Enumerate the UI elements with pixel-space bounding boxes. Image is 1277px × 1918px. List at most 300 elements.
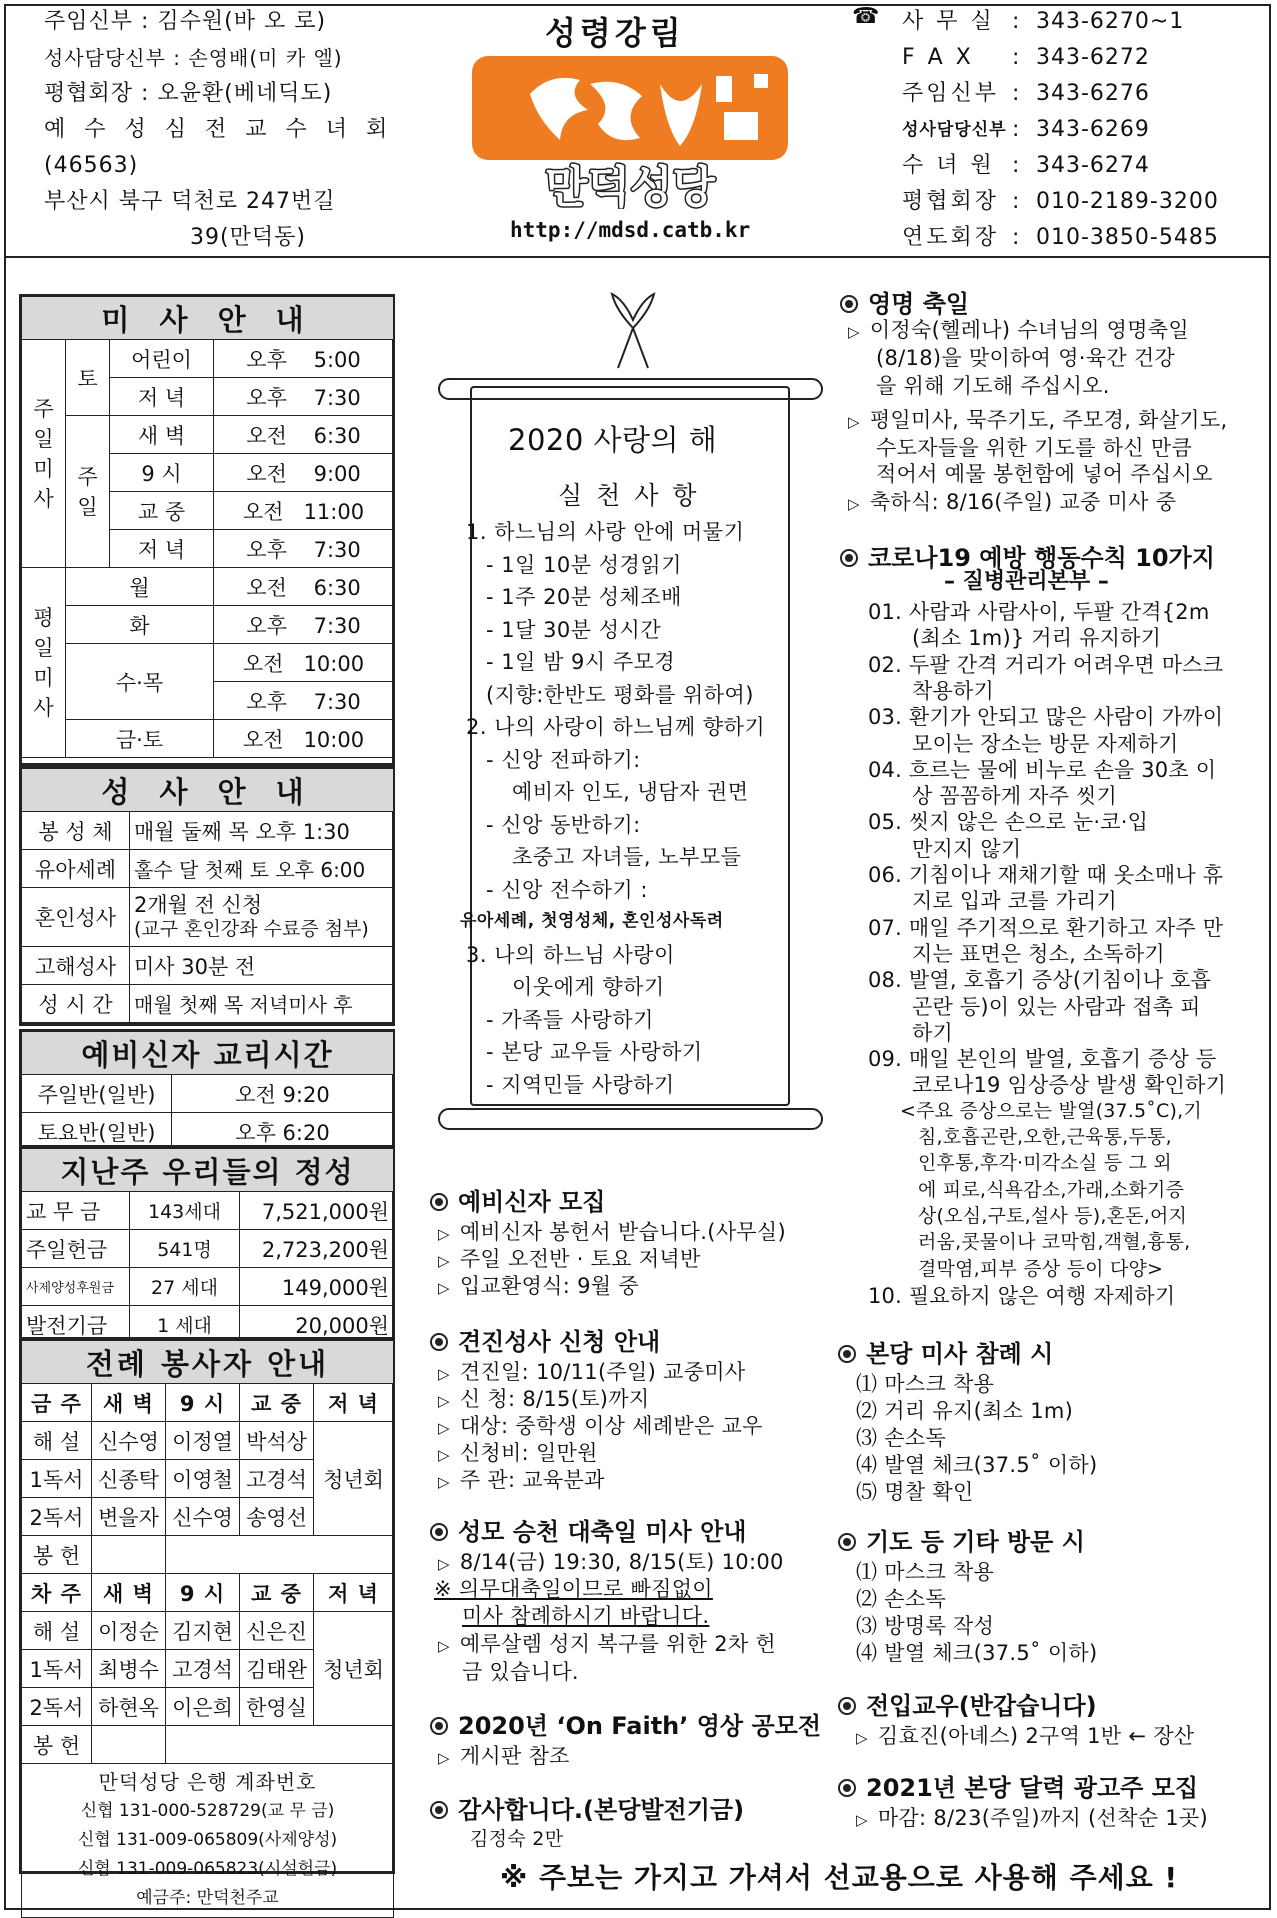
notice-item bbox=[876, 342, 1175, 372]
triangle-icon: ▷ bbox=[438, 1279, 450, 1297]
scroll-title: 2020 사랑의 해 bbox=[508, 423, 718, 457]
notice-title bbox=[430, 1322, 660, 1357]
mass-name: 금·토 bbox=[66, 720, 214, 758]
mass-time: 오후 5:00 bbox=[214, 340, 394, 378]
server-name: 김지현 bbox=[166, 1612, 240, 1650]
notice-item-text: 을 위해 기도해 주십시오. bbox=[876, 374, 1110, 398]
server-name: 이정순 bbox=[92, 1612, 166, 1650]
notice-title-text: 성모 승천 대축일 미사 안내 bbox=[458, 1518, 747, 1546]
server-evening: 청년회 bbox=[314, 1612, 394, 1726]
covid-line: 인후통,후각·미각소실 등 그 외 bbox=[918, 1152, 1172, 1175]
practice-line: 예비자 인도, 냉담자 권면 bbox=[512, 780, 749, 804]
contact-value: 010-2189-3200 bbox=[1036, 189, 1219, 214]
covid-line: 02. 두팔 간격 거리가 어려우면 마스크 bbox=[868, 652, 1224, 677]
server-role: 해 설 bbox=[22, 1612, 92, 1650]
notice-item bbox=[856, 1720, 1194, 1750]
notice-title bbox=[430, 1706, 821, 1741]
scroll-subtitle: 실 천 사 항 bbox=[558, 481, 700, 510]
notice-item-text: 입교환영식: 9월 중 bbox=[459, 1274, 639, 1298]
mass-name: 새 벽 bbox=[110, 416, 214, 454]
notice-item-text: 예루살렘 성지 복구를 위한 2차 헌 bbox=[459, 1632, 776, 1656]
contact-label: 성사담당신부 bbox=[902, 120, 1007, 140]
practice-line: 초중고 자녀들, 노부모들 bbox=[512, 845, 742, 869]
offering-amount: 149,000원 bbox=[240, 1268, 394, 1306]
triangle-icon: ▷ bbox=[438, 1392, 450, 1410]
covid-line: <주요 증상으로는 발열(37.5˚C),기 bbox=[900, 1099, 1202, 1122]
covid-line: 09. 매일 본인의 발열, 호흡기 증상 등 bbox=[868, 1047, 1217, 1072]
notice-item-text: ⑷ 발열 체크(37.5˚ 이하) bbox=[856, 1641, 1098, 1665]
contact-row bbox=[902, 4, 1219, 40]
notice-title-text: 기도 등 기타 방문 시 bbox=[866, 1528, 1085, 1556]
covid-line: 러움,콧물이나 코막힘,객혈,흉통, bbox=[918, 1231, 1191, 1254]
practice-line: 유아세례, 첫영성체, 혼인성사독려 bbox=[460, 911, 724, 931]
practice-line: 3. 나의 하느님 사랑이 bbox=[466, 942, 675, 967]
contact-label: 평협회장 bbox=[902, 189, 1000, 214]
covid-line: 결막염,피부 증상 등이 다양> bbox=[918, 1257, 1164, 1280]
postal-code: (46563) bbox=[44, 153, 139, 178]
class-label: 토요반(일반) bbox=[22, 1113, 172, 1151]
contact-row bbox=[902, 112, 1219, 148]
server-evening: 청년회 bbox=[314, 1422, 394, 1536]
notice-title-text: 2020년 ‘On Faith’ 영상 공모전 bbox=[458, 1712, 822, 1740]
footer-note: ※ 주보는 가지고 가셔서 선교용으로 사용해 주세요 ! bbox=[500, 1861, 1179, 1894]
notice-item-text: 신청비: 일만원 bbox=[459, 1441, 598, 1465]
server-role: 1독서 bbox=[22, 1650, 92, 1688]
mass-name: 9 시 bbox=[110, 454, 214, 492]
parish-url[interactable]: http://mdsd.catb.kr bbox=[510, 218, 751, 242]
notice-item bbox=[438, 1437, 598, 1467]
confessor-line: 성사담당신부 : 손영배(미 카 엘) bbox=[44, 46, 343, 70]
server-role: 2독서 bbox=[22, 1688, 92, 1726]
mass-time: 오후 7:30 bbox=[214, 606, 394, 644]
header-left bbox=[44, 4, 393, 256]
server-name: 이영철 bbox=[166, 1460, 240, 1498]
mass-time: 오전 10:00 bbox=[214, 720, 394, 758]
servers-title: 전례 봉사자 안내 bbox=[22, 1341, 394, 1384]
scroll-rod-bottom bbox=[438, 1108, 823, 1130]
notice-item-text: 대상: 중학생 이상 세례받은 교우 bbox=[459, 1414, 763, 1438]
triangle-icon: ▷ bbox=[856, 1729, 868, 1747]
sacrament-table bbox=[21, 768, 394, 1023]
bullet-icon bbox=[430, 1523, 448, 1541]
mass-name: 화 bbox=[66, 606, 214, 644]
mass-name: 교 중 bbox=[110, 492, 214, 530]
bullet-icon bbox=[430, 1333, 448, 1351]
notice-item bbox=[438, 1356, 745, 1386]
notice-item bbox=[438, 1546, 784, 1576]
servers-header: 교 중 bbox=[240, 1384, 314, 1422]
notice-item-text: 수도자들을 위한 기도를 하신 만큼 bbox=[876, 436, 1193, 460]
table-row bbox=[22, 1536, 394, 1574]
practice-line: - 신앙 전수하기 : bbox=[486, 877, 648, 902]
covid-line: 상(오심,구토,설사 등),혼돈,어지 bbox=[918, 1204, 1188, 1227]
notice-item-text: 신 청: 8/15(토)까지 bbox=[459, 1387, 650, 1411]
practice-line: - 신앙 전파하기: bbox=[486, 747, 641, 772]
triangle-icon: ▷ bbox=[438, 1473, 450, 1491]
contact-colon: : bbox=[1012, 45, 1021, 70]
covid-line: 01. 사람과 사람사이, 두팔 간격{2m bbox=[868, 600, 1210, 624]
notice-item-text: 축하식: 8/16(주일) 교중 미사 중 bbox=[869, 490, 1177, 514]
server-name: 신수영 bbox=[92, 1422, 166, 1460]
contact-value: 343-6276 bbox=[1036, 81, 1150, 106]
contact-colon: : bbox=[1012, 81, 1021, 106]
covid-line: 05. 씻지 않은 손으로 눈·코·입 bbox=[868, 810, 1149, 835]
notice-item bbox=[438, 1383, 649, 1413]
sacrament-value: 홀수 달 첫째 토 오후 6:00 bbox=[130, 850, 394, 888]
sacrament-label: 성 시 간 bbox=[22, 985, 130, 1023]
notice-item-text: 주 관: 교육분과 bbox=[459, 1468, 605, 1492]
notice-item bbox=[438, 1410, 763, 1440]
bullet-icon bbox=[838, 1533, 856, 1551]
sacrament-value: 2개월 전 신청 (교구 혼인강좌 수료증 첨부) bbox=[130, 888, 394, 947]
servers-header: 교 중 bbox=[240, 1574, 314, 1612]
covid-line: 06. 기침이나 재채기할 때 옷소매나 휴 bbox=[868, 863, 1224, 887]
sacrament-value: 매월 둘째 목 오후 1:30 bbox=[130, 812, 394, 850]
server-name: 신수영 bbox=[166, 1498, 240, 1536]
contact-colon: : bbox=[1012, 117, 1021, 142]
bullet-icon bbox=[838, 1697, 856, 1715]
notice-title-text: 감사합니다.(본당발전기금) bbox=[458, 1796, 745, 1824]
bullet-icon bbox=[840, 549, 858, 567]
contact-colon: : bbox=[1012, 9, 1021, 34]
bank-line: 신협 131-009-065809(사제양성) bbox=[77, 1830, 338, 1850]
notice-item bbox=[856, 1368, 994, 1398]
contact-row bbox=[902, 40, 1219, 76]
notice-item-text: ⑵ 손소독 bbox=[856, 1587, 947, 1611]
notice-item bbox=[856, 1802, 1208, 1832]
triangle-icon: ▷ bbox=[438, 1225, 450, 1243]
notice-item-text: 평일미사, 묵주기도, 주모경, 화살기도, bbox=[869, 408, 1228, 432]
offering-title: 지난주 우리들의 정성 bbox=[22, 1149, 394, 1192]
notice-item bbox=[438, 1270, 639, 1300]
mass-time: 오후 7:30 bbox=[214, 682, 394, 720]
server-name: 변을자 bbox=[92, 1498, 166, 1536]
notice-item-text: ⑴ 마스크 착용 bbox=[856, 1372, 995, 1396]
contact-row bbox=[902, 76, 1219, 112]
triangle-icon: ▷ bbox=[848, 495, 860, 513]
sacrament-label: 유아세례 bbox=[22, 850, 130, 888]
notice-note: 미사 참례하시기 바랍니다. bbox=[462, 1604, 710, 1628]
sacrament-label: 혼인성사 bbox=[22, 888, 130, 947]
notice-item-text: 주일 오전반 · 토요 저녁반 bbox=[459, 1247, 701, 1271]
notice-item-text: ⑵ 거리 유지(최소 1m) bbox=[856, 1399, 1074, 1423]
bank-title: 만덕성당 은행 계좌번호 bbox=[98, 1770, 317, 1794]
notice-item bbox=[438, 1216, 786, 1246]
server-name: 박석상 bbox=[240, 1422, 314, 1460]
covid-line: 착용하기 bbox=[912, 678, 994, 703]
mass-time: 오전 6:30 bbox=[214, 568, 394, 606]
phone-icon: ☎ bbox=[852, 4, 880, 29]
triangle-icon: ▷ bbox=[438, 1637, 450, 1655]
mass-table bbox=[21, 296, 394, 758]
notice-item bbox=[438, 1740, 570, 1770]
notice-item bbox=[856, 1476, 974, 1506]
sunday-mass-label: 주 일 미 사 bbox=[22, 340, 66, 568]
notice-item bbox=[876, 458, 1213, 488]
contact-value: 343-6274 bbox=[1036, 153, 1150, 178]
server-name: 김태완 bbox=[240, 1650, 314, 1688]
server-name: 신은진 bbox=[240, 1612, 314, 1650]
sacrament-value: 매월 첫째 목 저녁미사 후 bbox=[130, 985, 394, 1023]
offering-count: 1 세대 bbox=[130, 1306, 240, 1344]
bank-line: 신협 131-009-065823(시설헌금) bbox=[77, 1859, 338, 1879]
practice-line: 2. 나의 사랑이 하느님께 향하기 bbox=[466, 715, 766, 739]
notice-title-text: 영명 축일 bbox=[868, 290, 970, 318]
covid-line: 07. 매일 주기적으로 환기하고 자주 만 bbox=[868, 915, 1224, 940]
contact-row bbox=[902, 184, 1219, 220]
contact-colon: : bbox=[1012, 153, 1021, 178]
notice-item bbox=[856, 1422, 946, 1452]
contact-row bbox=[902, 220, 1219, 256]
pastor-line: 주임신부 : 김수원(바 오 로) bbox=[44, 9, 327, 34]
notice-item bbox=[856, 1583, 946, 1613]
notice-title bbox=[430, 1512, 746, 1547]
notice-subtitle: – 질병관리본부 – bbox=[944, 569, 1109, 594]
notice-title-text: 전입교우(반갑습니다) bbox=[866, 1692, 1097, 1720]
notice-title bbox=[430, 1790, 744, 1825]
server-role: 1독서 bbox=[22, 1460, 92, 1498]
covid-line: 지는 표면은 청소, 소독하기 bbox=[912, 941, 1165, 966]
sacrament-title: 성 사 안 내 bbox=[22, 769, 394, 812]
sacrament-label: 고해성사 bbox=[22, 947, 130, 985]
notice-title bbox=[838, 1522, 1085, 1557]
offering-label: 사제양성후원금 bbox=[22, 1268, 130, 1306]
council-line: 평협회장 : 오윤환(베네딕도) bbox=[44, 81, 333, 106]
practice-line: - 신앙 동반하기: bbox=[486, 812, 641, 837]
mass-time: 오전 10:00 bbox=[214, 644, 394, 682]
bank-line: 예금주: 만덕천주교 bbox=[136, 1888, 279, 1908]
servers-header: 금 주 bbox=[22, 1384, 92, 1422]
notice-item bbox=[438, 1628, 776, 1658]
server-role: 해 설 bbox=[22, 1422, 92, 1460]
notice-item bbox=[848, 404, 1227, 434]
server-name: 고경석 bbox=[240, 1460, 314, 1498]
practice-line: - 1일 10분 성경읽기 bbox=[486, 552, 682, 577]
notice-item-text: ⑸ 명찰 확인 bbox=[856, 1480, 974, 1504]
covid-line: 에 피로,식욕감소,가래,소화기증 bbox=[918, 1178, 1185, 1201]
server-name: 한영실 bbox=[240, 1688, 314, 1726]
contact-value: 343-6272 bbox=[1036, 45, 1150, 70]
offering-amount: 2,723,200원 bbox=[240, 1230, 394, 1268]
server-name: 송영선 bbox=[240, 1498, 314, 1536]
covid-line: 10. 필요하지 않은 여행 자제하기 bbox=[868, 1283, 1176, 1308]
server-role: 봉 헌 bbox=[22, 1536, 92, 1574]
contact-value: 010-3850-5485 bbox=[1036, 225, 1219, 250]
offering-amount: 20,000원 bbox=[240, 1306, 394, 1344]
contact-label: F A X bbox=[902, 45, 974, 70]
notice-title-text: 본당 미사 참례 시 bbox=[866, 1340, 1054, 1368]
notice-item-text: 적어서 예물 봉헌함에 넣어 주십시오 bbox=[876, 462, 1213, 486]
notice-item bbox=[438, 1464, 605, 1494]
practice-line: - 가족들 사랑하기 bbox=[486, 1007, 654, 1032]
notice-item bbox=[876, 370, 1110, 400]
weekday-mass-label: 평 일 미 사 bbox=[22, 568, 66, 758]
contact-colon: : bbox=[1012, 225, 1021, 250]
class-label: 주일반(일반) bbox=[22, 1075, 172, 1113]
covid-line: 04. 흐르는 물에 비누로 손을 30초 이 bbox=[868, 757, 1217, 782]
server-name bbox=[166, 1536, 394, 1574]
sisters-line: 예 수 성 심 전 교 수 녀 회 bbox=[44, 117, 394, 142]
catechumen-table bbox=[21, 1031, 394, 1151]
notice-item-text: 이정숙(헬레나) 수녀님의 영명축일 bbox=[869, 318, 1189, 342]
address-line-2: 39(만덕동) bbox=[190, 225, 306, 250]
mass-name: 어린이 bbox=[110, 340, 214, 378]
practice-line: 1. 하느님의 사랑 안에 머물기 bbox=[466, 520, 745, 544]
server-role: 봉 헌 bbox=[22, 1726, 92, 1764]
bullet-icon bbox=[430, 1193, 448, 1211]
mass-name: 저 녁 bbox=[110, 378, 214, 416]
practice-line: (지향:한반도 평화를 위하여) bbox=[486, 682, 754, 707]
covid-line: 침,호흡곤란,오한,근육통,두통, bbox=[918, 1126, 1172, 1148]
practice-line: - 1달 30분 성시간 bbox=[486, 617, 662, 642]
contact-label: 수 녀 원 bbox=[902, 153, 995, 178]
bank-accounts bbox=[22, 1764, 394, 1918]
servers-header: 9 시 bbox=[166, 1384, 240, 1422]
notice-title bbox=[838, 1334, 1053, 1369]
server-name: 이정열 bbox=[166, 1422, 240, 1460]
triangle-icon: ▷ bbox=[438, 1252, 450, 1270]
notice-item-text: 김효진(아녜스) 2구역 1반 ← 장산 bbox=[877, 1724, 1195, 1748]
covid-line: 03. 환기가 안되고 많은 사람이 가까이 bbox=[868, 705, 1224, 730]
notice-title-text: 예비신자 모집 bbox=[458, 1188, 606, 1216]
servers-table bbox=[21, 1340, 394, 1918]
logo-text: 만덕성당 bbox=[544, 162, 716, 209]
notice-item-text: 예비신자 봉헌서 받습니다.(사무실) bbox=[459, 1220, 786, 1244]
bulletin-title: 성령강림 bbox=[545, 14, 685, 52]
server-name: 최병수 bbox=[92, 1650, 166, 1688]
notice-item bbox=[856, 1556, 994, 1586]
notice-item-text: 마감: 8/23(주일)까지 (선착순 1곳) bbox=[877, 1806, 1208, 1830]
bullet-icon bbox=[840, 295, 858, 313]
catechumen-title: 예비신자 교리시간 bbox=[22, 1032, 394, 1075]
mass-title: 미 사 안 내 bbox=[22, 297, 394, 340]
practice-line: - 지역민들 사랑하기 bbox=[486, 1072, 675, 1097]
mass-name: 월 bbox=[66, 568, 214, 606]
mass-time: 오후 7:30 bbox=[214, 530, 394, 568]
contact-label: 연도회장 bbox=[902, 225, 1000, 250]
server-name: 고경석 bbox=[166, 1650, 240, 1688]
table-row bbox=[22, 1422, 394, 1460]
triangle-icon: ▷ bbox=[856, 1811, 868, 1829]
triangle-icon: ▷ bbox=[848, 413, 860, 431]
contact-value: 343-6269 bbox=[1036, 117, 1150, 142]
triangle-icon: ▷ bbox=[848, 323, 860, 341]
notice-title-text: 견진성사 신청 안내 bbox=[458, 1328, 661, 1356]
mass-time: 오전 11:00 bbox=[214, 492, 394, 530]
notice-title bbox=[430, 1182, 605, 1217]
covid-line: (최소 1m)} 거리 유지하기 bbox=[912, 626, 1162, 651]
contact-colon: : bbox=[1012, 189, 1021, 214]
notice-item-text: (8/18)을 맞이하여 영·육간 건강 bbox=[876, 346, 1176, 370]
offering-label: 교 무 금 bbox=[22, 1192, 130, 1230]
servers-header: 새 벽 bbox=[92, 1384, 166, 1422]
triangle-icon: ▷ bbox=[438, 1749, 450, 1767]
covid-line: 모이는 장소는 방문 자제하기 bbox=[912, 731, 1179, 756]
offering-count: 27 세대 bbox=[130, 1268, 240, 1306]
notice-item-cont: 금 있습니다. bbox=[462, 1660, 579, 1684]
covid-line: 08. 발열, 호흡기 증상(기침이나 호흡 bbox=[868, 968, 1212, 993]
mass-time: 오후 7:30 bbox=[214, 378, 394, 416]
bank-line: 신협 131-000-528729(교 무 금) bbox=[80, 1801, 335, 1821]
contact-row bbox=[902, 148, 1219, 184]
bullet-icon bbox=[838, 1779, 856, 1797]
notice-item bbox=[856, 1610, 994, 1640]
triangle-icon: ▷ bbox=[438, 1446, 450, 1464]
bullet-icon bbox=[430, 1801, 448, 1819]
offering-amount: 7,521,000원 bbox=[240, 1192, 394, 1230]
notice-title bbox=[838, 1686, 1097, 1721]
triangle-icon: ▷ bbox=[438, 1555, 450, 1573]
notice-item-text: ⑴ 마스크 착용 bbox=[856, 1560, 995, 1584]
ribbon-icon bbox=[598, 290, 668, 370]
notice-item bbox=[848, 314, 1189, 344]
saturday-label: 토 bbox=[66, 340, 110, 416]
notice-note: ※ 의무대축일이므로 빠짐없이 bbox=[434, 1577, 713, 1601]
practice-line: - 1일 밤 9시 주모경 bbox=[486, 650, 676, 674]
offering-count: 143세대 bbox=[130, 1192, 240, 1230]
server-name: 신종탁 bbox=[92, 1460, 166, 1498]
table-row bbox=[22, 1726, 394, 1764]
covid-line: 상 꼼꼼하게 자주 씻기 bbox=[912, 784, 1117, 809]
offering-label: 주일헌금 bbox=[22, 1230, 130, 1268]
servers-header: 저 녁 bbox=[314, 1384, 394, 1422]
triangle-icon: ▷ bbox=[438, 1419, 450, 1437]
parish-logo bbox=[470, 54, 790, 209]
bullet-icon bbox=[430, 1717, 448, 1735]
servers-header: 새 벽 bbox=[92, 1574, 166, 1612]
notice-item-text: ⑶ 손소독 bbox=[856, 1426, 947, 1450]
notice-title bbox=[838, 1768, 1198, 1803]
servers-header: 저 녁 bbox=[314, 1574, 394, 1612]
offering-count: 541명 bbox=[130, 1230, 240, 1268]
contact-list bbox=[902, 4, 1219, 256]
notice-item-text: 견진일: 10/11(주일) 교중미사 bbox=[459, 1360, 746, 1384]
practice-line: - 본당 교우들 사랑하기 bbox=[486, 1040, 703, 1064]
practice-line: - 1주 20분 성체조배 bbox=[486, 585, 682, 609]
sacrament-label: 봉 성 체 bbox=[22, 812, 130, 850]
covid-line: 만지지 않기 bbox=[912, 836, 1022, 861]
contact-value: 343-6270~1 bbox=[1036, 9, 1185, 34]
class-time: 오후 6:20 bbox=[172, 1113, 394, 1151]
server-name bbox=[92, 1536, 166, 1574]
server-role: 2독서 bbox=[22, 1498, 92, 1536]
practice-line: 이웃에게 향하기 bbox=[512, 975, 665, 999]
practice-scroll bbox=[438, 290, 823, 1140]
notice-item-text: ⑷ 발열 체크(37.5˚ 이하) bbox=[856, 1453, 1098, 1477]
server-name bbox=[166, 1726, 394, 1764]
sunday-label: 주 일 bbox=[66, 416, 110, 568]
covid-line: 곤란 등)이 있는 사람과 접촉 피 bbox=[912, 994, 1201, 1019]
contact-label: 사 무 실 bbox=[902, 9, 995, 34]
mass-time: 오전 6:30 bbox=[214, 416, 394, 454]
server-name: 이은희 bbox=[166, 1688, 240, 1726]
covid-line: 지로 입과 코를 가리기 bbox=[912, 889, 1117, 914]
notice-item-text: 8/14(금) 19:30, 8/15(토) 10:00 bbox=[459, 1550, 784, 1574]
bullet-icon bbox=[838, 1345, 856, 1363]
mass-name: 저 녁 bbox=[110, 530, 214, 568]
notice-title-text: 2021년 본당 달력 광고주 모집 bbox=[866, 1774, 1199, 1802]
notice-title-text: 코로나19 예방 행동수칙 10가지 bbox=[868, 544, 1215, 572]
server-name: 하현옥 bbox=[92, 1688, 166, 1726]
covid-line: 하기 bbox=[912, 1020, 953, 1045]
header-divider bbox=[4, 256, 1271, 258]
notice-item bbox=[856, 1395, 1073, 1425]
offering-table bbox=[21, 1148, 394, 1344]
class-time: 오전 9:20 bbox=[172, 1075, 394, 1113]
notice-item bbox=[848, 486, 1176, 516]
server-name bbox=[92, 1726, 166, 1764]
address-line: 부산시 북구 덕천로 247번길 bbox=[44, 189, 336, 214]
